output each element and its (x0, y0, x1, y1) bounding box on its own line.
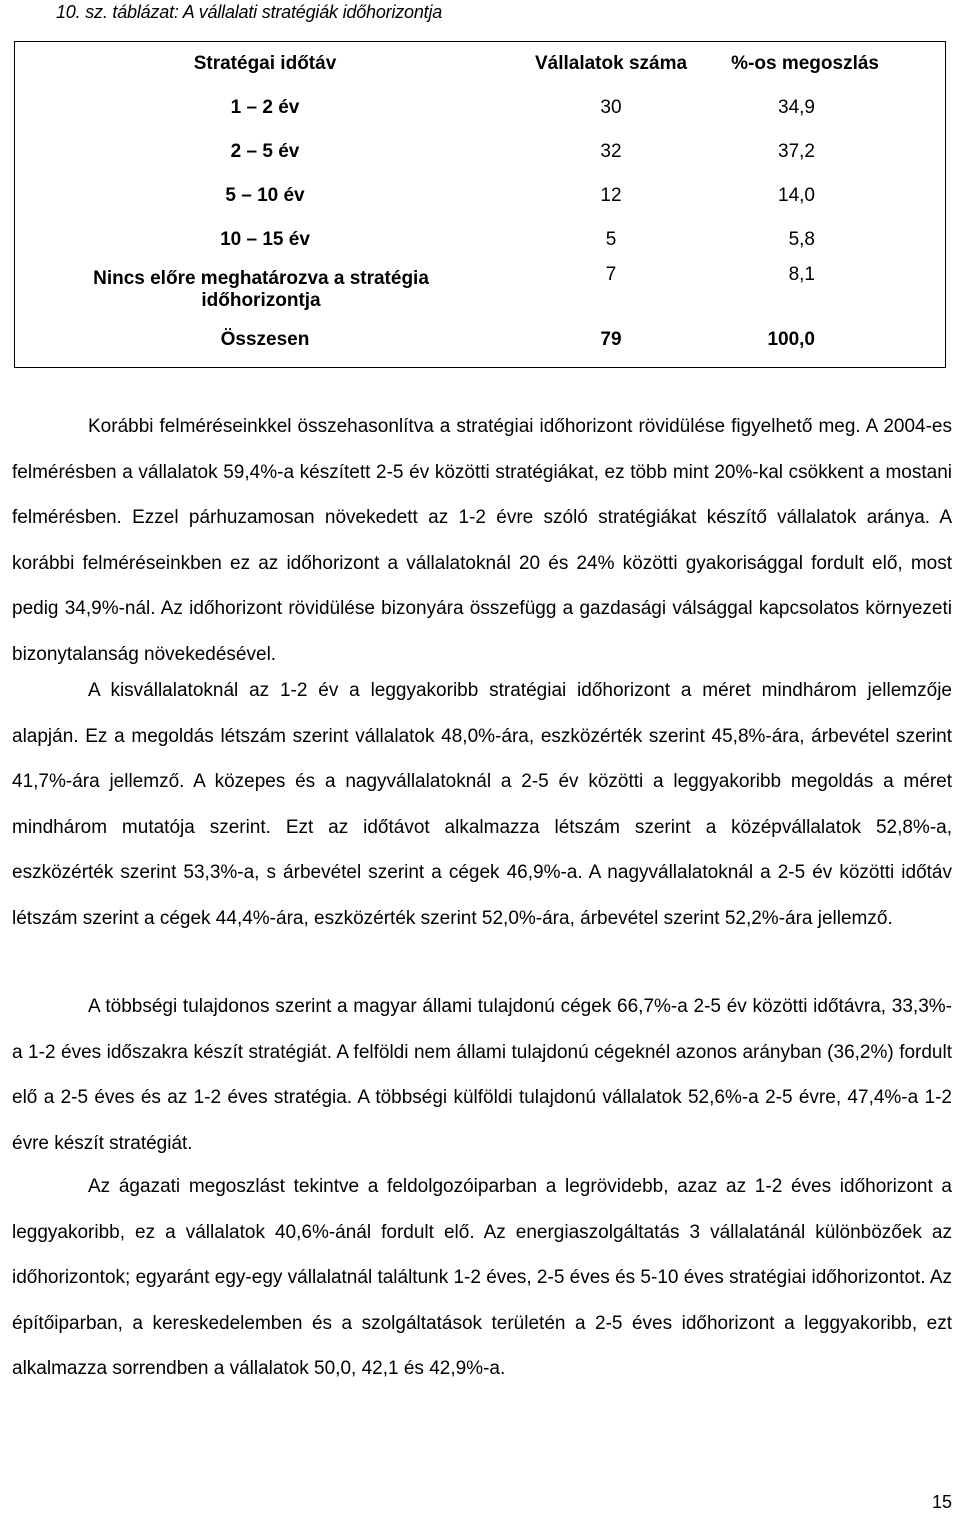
table-caption: 10. sz. táblázat: A vállalati stratégiák időhorizontja (56, 2, 443, 22)
strategy-horizon-table-frame (14, 41, 946, 368)
row-count: 12 (600, 185, 622, 206)
body-paragraph-3 (12, 984, 952, 1166)
row-count: 32 (600, 141, 622, 162)
table-row (15, 262, 945, 318)
row-count: 7 (605, 264, 617, 285)
table-total-row (15, 318, 945, 362)
paragraph-text: Korábbi felméréseinkkel összehasonlítva a stratégiai időhorizont rövidülése figyelhető meg. A 2004-es felmérésben a vállalatok 59,4%-a készített 2-5 év közötti stratégiákat, ez több mint 20%-kal csökkent a mostani felmérésben. Ezzel párhuzamosan növekedett az 1-2 évre szóló stratégiákat készítő vállalatok aránya. A korábbi felméréseinkben ez az időhorizont a vállalatoknál 20 és 24% közötti gyakorisággal fordult elő, most pedig 34,9%-nál. Az időhorizont rövidülése bizonyára összefügg a gazdasági válsággal kapcsolatos környezeti bizonytalanság növekedésével. (12, 416, 952, 665)
header-percent: %-os megoszlás (731, 53, 879, 74)
row-count: 30 (600, 97, 622, 118)
row-count: 5 (605, 229, 617, 250)
row-percent: 37,2 (778, 141, 815, 162)
table-row (15, 130, 945, 174)
row-label: Nincs előre meghatározva a stratégia időhorizontja (93, 268, 429, 311)
paragraph-text: Az ágazati megoszlást tekintve a feldolgozóiparban a legrövidebb, azaz az 1-2 éves időhorizont a leggyakoribb, ez a vállalatok 40,6%-ánál fordult elő. Az energiaszolgáltatás 3 vállalatánál különbözőek az időhorizontok; egyaránt egy-egy vállalatnál találtunk 1-2 éves, 2-5 éves és 5-10 éves stratégiai időhorizontot. Az építőiparban, a kereskedelemben és a szolgáltatások területén a 2-5 éves időhorizont a leggyakoribb, ezt alkalmazza sorrendben a vállalatok 50,0, 42,1 és 42,9%-a. (12, 1176, 952, 1379)
page-number: 15 (931, 1492, 952, 1512)
paragraph-text: A kisvállalatoknál az 1-2 év a leggyakoribb stratégiai időhorizont a méret mindhárom jellemzője alapján. Ez a megoldás létszám szerint vállalatok 48,0%-ára, eszközérték szerint 45,8%-ára, árbevétel szerint 41,7%-ára jellemző. A közepes és a nagyvállalatoknál a 2-5 év közötti a leggyakoribb megoldás a méret mindhárom mutatója szerint. Ezt az időtávot alkalmazza létszám szerint a középvállalatok 52,8%-a, eszközérték szerint 53,3%-a, s árbevétel szerint a cégek 46,9%-a. A nagyvállalatoknál a 2-5 év közötti időtáv létszám szerint a cégek 44,4%-ára, eszközérték szerint 52,0%-ára, árbevétel szerint 52,2%-ára jellemző. (12, 680, 952, 929)
body-paragraph-4 (12, 1164, 952, 1392)
body-paragraph-1 (12, 404, 952, 677)
row-label: 2 – 5 év (230, 141, 300, 162)
paragraph-text: A többségi tulajdonos szerint a magyar állami tulajdonú cégek 66,7%-a 2-5 év közötti időtávra, 33,3%-a 1-2 éves időszakra készít stratégiát. A felföldi nem állami tulajdonú cégeknél azonos arányban (36,2%) fordult elő a 2-5 éves és az 1-2 éves stratégia. A többségi külföldi tulajdonú vállalatok 52,6%-a 2-5 évre, 47,4%-a 1-2 évre készít stratégiát. (12, 996, 952, 1154)
row-label: 10 – 15 év (220, 229, 310, 250)
row-percent: 8,1 (788, 264, 815, 285)
row-percent: 34,9 (778, 97, 815, 118)
body-paragraph-2 (12, 668, 952, 941)
total-label: Összesen (220, 329, 310, 350)
row-percent: 5,8 (788, 229, 815, 250)
strategy-horizon-table (15, 42, 945, 362)
row-percent: 14,0 (778, 185, 815, 206)
header-horizon: Stratégai időtáv (193, 53, 337, 74)
total-count: 79 (600, 329, 622, 350)
table-row (15, 86, 945, 130)
table-row (15, 174, 945, 218)
table-header-row (15, 42, 945, 86)
row-label: 1 – 2 év (230, 97, 300, 118)
row-label: 5 – 10 év (225, 185, 305, 206)
header-count: Vállalatok száma (534, 53, 688, 74)
total-percent: 100,0 (767, 329, 815, 350)
table-row (15, 218, 945, 262)
